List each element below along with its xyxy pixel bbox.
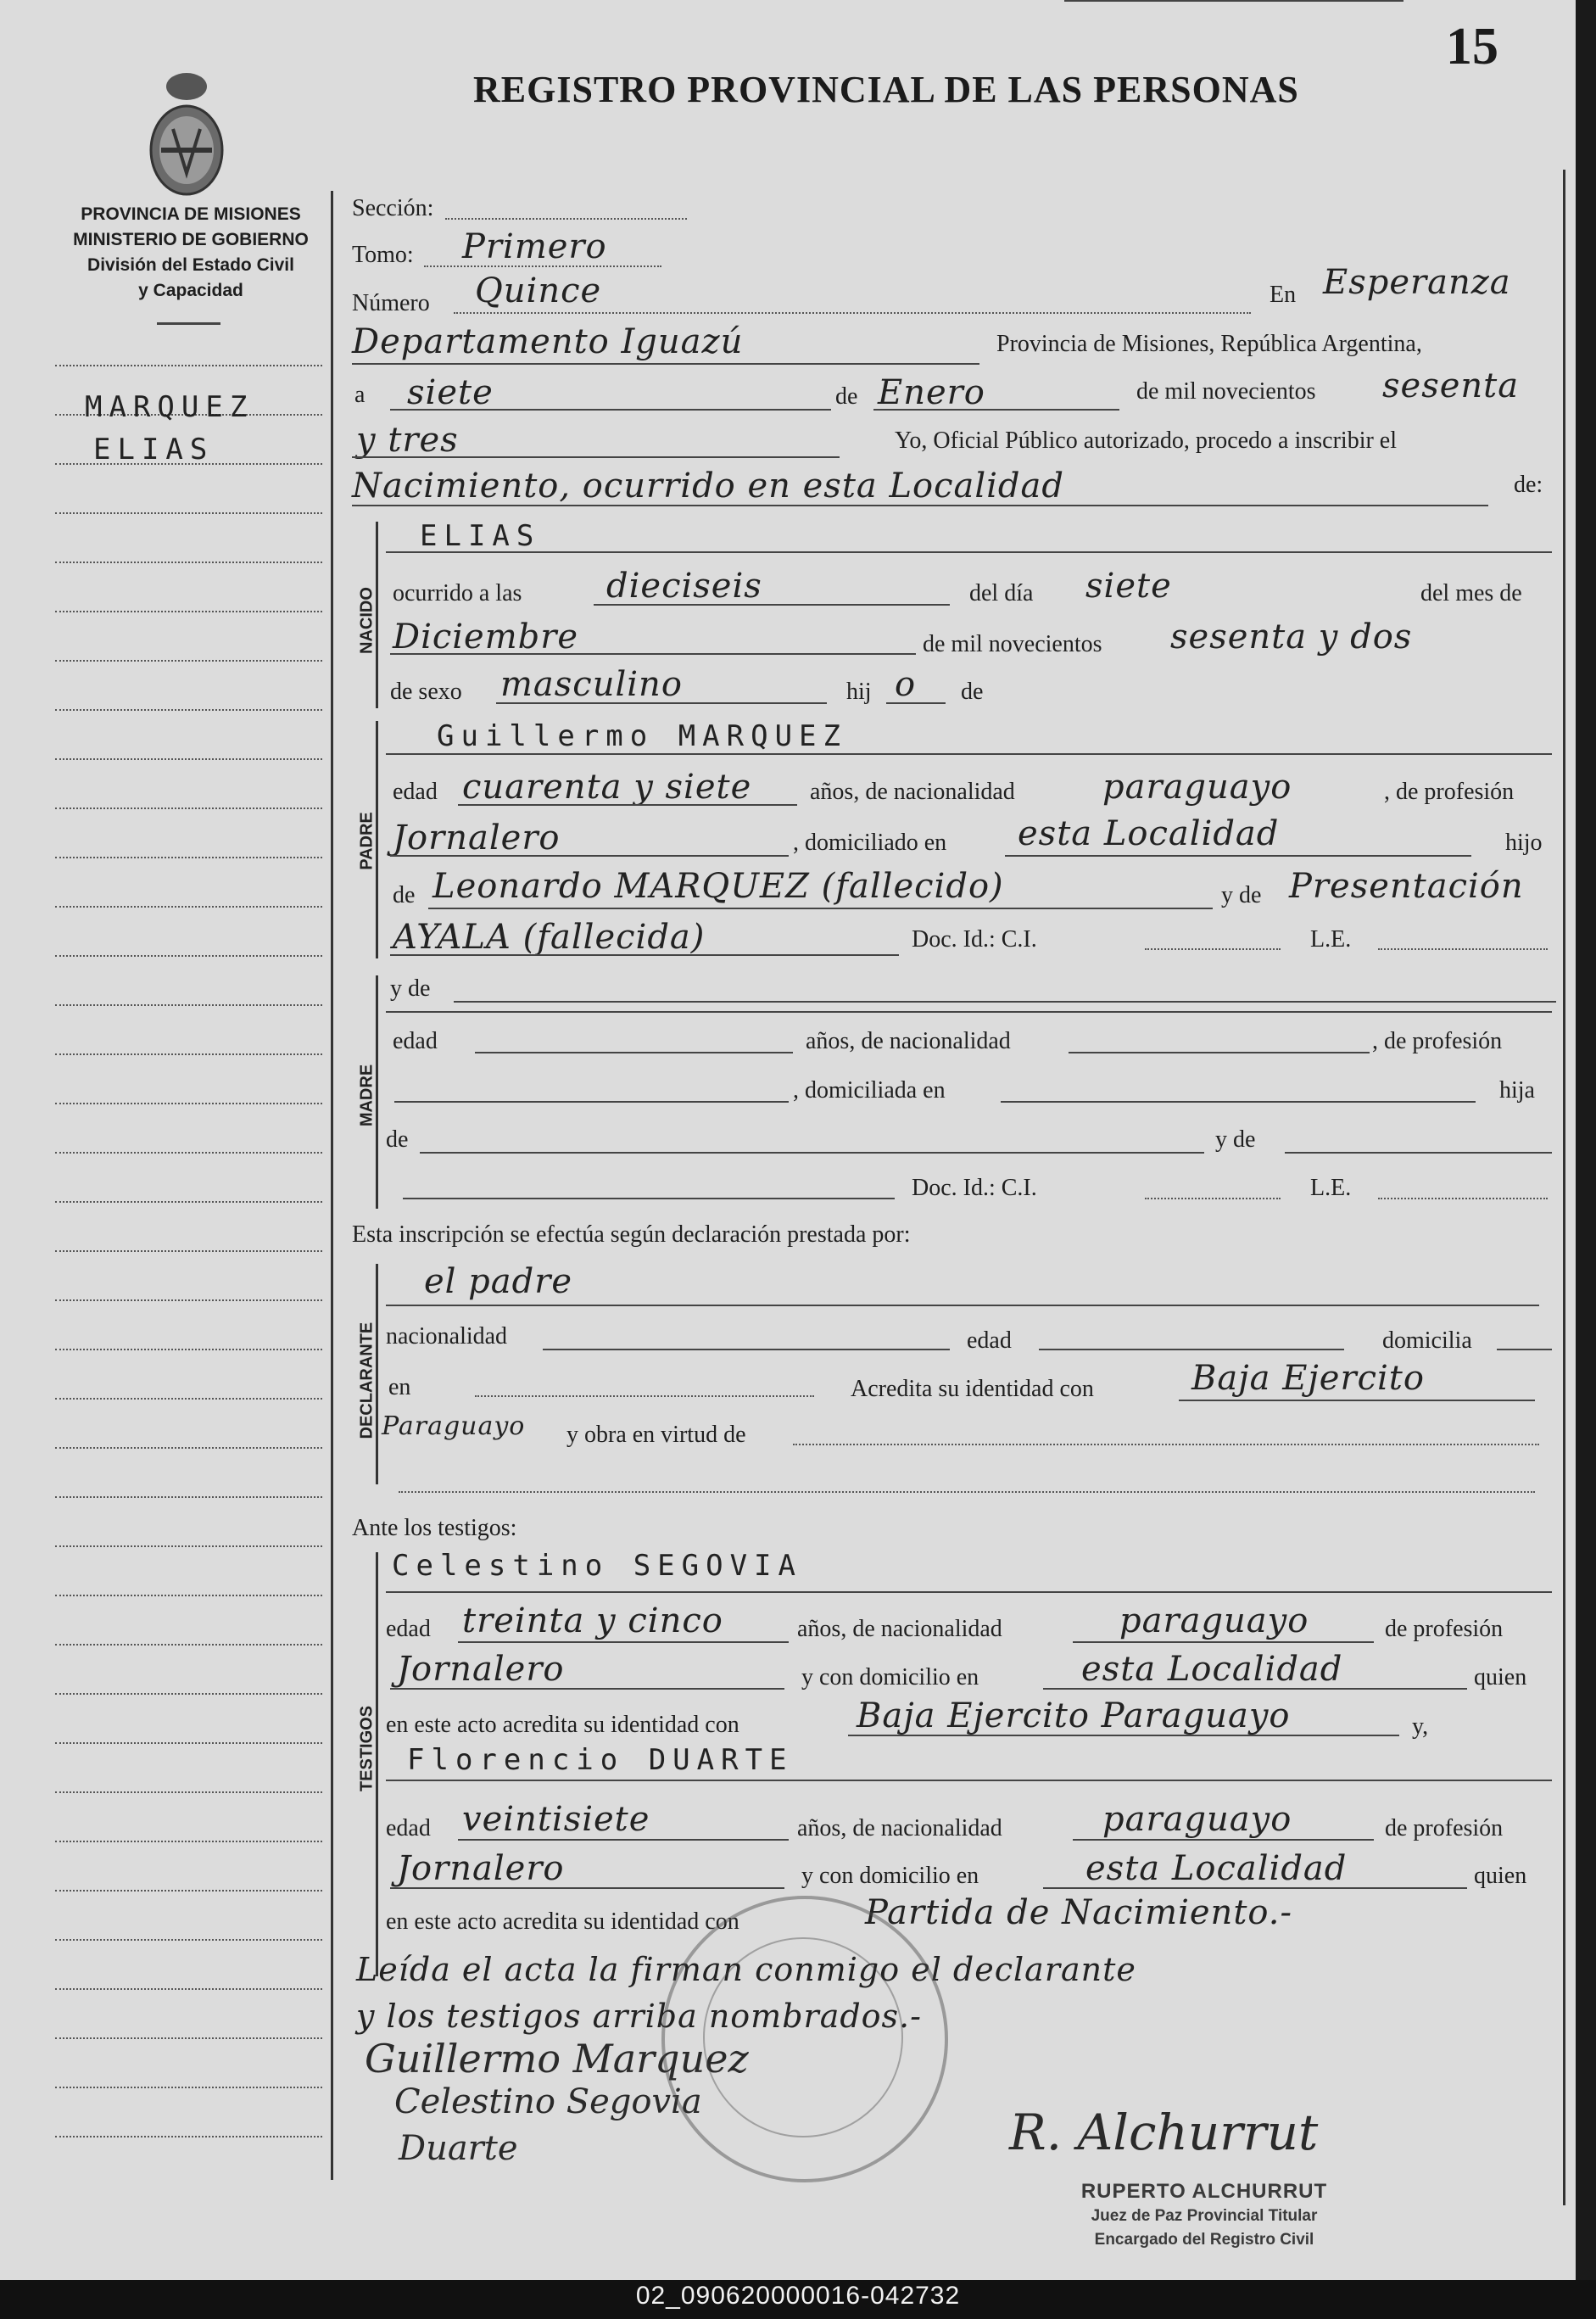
act-value: Nacimiento, ocurrido en esta Localidad [352,467,1064,506]
margin-rule [55,1398,322,1400]
declarante-en-label: en [388,1374,411,1400]
margin-rule [55,2136,322,2137]
testigo-2-acredita-label: en este acto acredita su identidad con [386,1908,739,1935]
declarante-acredita-value-1: Baja Ejercito [1191,1359,1425,1398]
image-caption: 02_090620000016-042732 [635,2282,961,2310]
madre-y-de2-label: y de [1215,1126,1256,1153]
margin-rule [55,1595,322,1596]
hijo-value: o [895,665,917,704]
madre-domiciliada-label: , domiciliada en [793,1077,946,1104]
padre-profesion-label: , de profesión [1384,779,1515,805]
margin-rule [55,1644,322,1646]
testigo-1-domicilio-label: y con domicilio en [801,1664,979,1690]
madre-de-label: de [386,1126,409,1153]
margin-rule [55,758,322,760]
margin-rule [55,512,322,514]
coat-of-arms-icon [142,70,231,197]
testigo-1-name-value: Celestino SEGOVIA [392,1549,802,1583]
issuer-line: División del Estado Civil [87,255,294,275]
testigo-2-profesion-value: Jornalero [397,1849,565,1888]
issuer-block [47,202,335,304]
madre-section-label: MADRE [357,1064,377,1127]
department-value: Departamento Iguazú [352,322,744,361]
declarante-nacionalidad-label: nacionalidad [386,1323,508,1349]
testigo-1-edad-label: edad [386,1616,431,1642]
testigo-2-anos-label: años, de nacionalidad [797,1815,1002,1841]
padre-doc-label: Doc. Id.: C.I. [912,926,1037,953]
padre-profesion-value: Jornalero [393,819,561,858]
margin-rule [55,1447,322,1449]
margin-rule [55,955,322,957]
testigo-2-edad-value: veintisiete [462,1800,650,1839]
issuer-line: y Capacidad [138,281,243,300]
testigo-2-domicilio-value: esta Localidad [1085,1849,1348,1888]
margin-rule [55,2087,322,2088]
en-label: En [1270,282,1297,308]
issuer-line: PROVINCIA DE MISIONES [81,204,301,224]
testigos-intro: Ante los testigos: [352,1515,517,1541]
stamp-role-2: Encargado del Registro Civil [1094,2231,1314,2249]
margin-rule [55,1841,322,1842]
margin-rule [55,1103,322,1104]
declarante-name-value: el padre [424,1262,573,1301]
testigo-1-nacionalidad-value: paraguayo [1119,1601,1309,1640]
margin-rule [55,611,322,612]
year-text: de mil novecientos [1136,378,1316,405]
del-dia-label: del día [969,580,1034,606]
declarante-intro: Esta inscripción se efectúa según declaración prestada por: [352,1221,911,1248]
issuer-line: MINISTERIO DE GOBIERNO [73,230,309,249]
sexo-value: masculino [500,665,683,704]
declarante-obra-label: y obra en virtud de [566,1422,746,1448]
del-mes-label: del mes de [1420,580,1522,606]
seccion-label: Sección: [352,195,434,221]
testigo-1-anos-label: años, de nacionalidad [797,1616,1002,1642]
margin-rule [55,1299,322,1301]
hijo-label: hij [846,679,872,705]
de-label: de [835,383,858,410]
padre-domiciliado-label: , domiciliado en [793,830,947,856]
margin-rule [55,1545,322,1547]
nacido-de-label: de [961,679,984,705]
madre-doc-label: Doc. Id.: C.I. [912,1175,1037,1201]
madre-edad-label: edad [393,1028,438,1054]
numero-value: Quince [475,271,602,310]
testigo-2-domicilio-label: y con domicilio en [801,1863,979,1889]
signature-testigo-1: Celestino Segovia [394,2082,702,2121]
margin-rule [55,1201,322,1203]
birth-year-value: sesenta y dos [1170,617,1413,657]
closing-line-1: Leída el acta la firman conmigo el declarante [356,1951,1136,1988]
registration-year-value-2: y tres [356,421,459,460]
birth-month-value: Diciembre [393,617,579,657]
nacido-section-label: NACIDO [357,587,377,654]
de-colon-label: de: [1514,472,1543,498]
margin-rule [55,660,322,662]
padre-anos-label: años, de nacionalidad [810,779,1015,805]
margin-rule [55,1890,322,1892]
tomo-label: Tomo: [352,242,414,268]
padre-father-value: Leonardo MARQUEZ (fallecido) [432,867,1004,906]
margin-rule [55,1053,322,1055]
padre-mother-value-1: Presentación [1289,867,1524,906]
declarante-edad-label: edad [967,1327,1012,1354]
declarante-section-label: DECLARANTE [357,1322,377,1439]
margin-surname: MARQUEZ [85,390,254,424]
margin-rule [55,2037,322,2039]
registration-month-value: Enero [878,373,985,412]
ocurrido-label: ocurrido a las [393,580,522,606]
padre-nacionalidad-value: paraguayo [1102,768,1292,807]
nacido-name-value: ELIAS [420,519,541,553]
numero-label: Número [352,290,430,316]
margin-rule [55,1152,322,1154]
ministry-seal-icon [661,1896,948,2182]
margin-rule [55,1349,322,1350]
testigo-2-profesion-label: de profesión [1385,1815,1504,1841]
en-value: Esperanza [1323,263,1511,302]
officer-text: Yo, Oficial Público autorizado, procedo a inscribir el [895,427,1398,454]
madre-hija-label: hija [1499,1077,1535,1104]
testigos-section-label: TESTIGOS [357,1705,377,1792]
stamp-role-1: Juez de Paz Provincial Titular [1091,2207,1318,2225]
margin-rule [55,1939,322,1941]
signature-declarante: Guillermo Marquez [365,2036,749,2082]
birth-year-text: de mil novecientos [923,631,1102,657]
tomo-value: Primero [462,227,607,266]
margin-rule [55,906,322,908]
testigo-1-profesion-label: de profesión [1385,1616,1504,1642]
padre-mother-value-2: AYALA (fallecida) [393,918,706,957]
declarante-acredita-label: Acredita su identidad con [851,1376,1094,1402]
madre-profesion-label: , de profesión [1372,1028,1503,1054]
province-text: Provincia de Misiones, República Argentina, [996,331,1422,357]
testigo-2-edad-label: edad [386,1815,431,1841]
margin-rule [55,857,322,858]
declarante-domicilia-label: domicilia [1382,1327,1472,1354]
margin-rule [55,1496,322,1498]
closing-line-2: y los testigos arriba nombrados.- [356,1998,922,2035]
madre-anos-label: años, de nacionalidad [806,1028,1011,1054]
testigo-1-acredita-label: en este acto acredita su identidad con [386,1712,739,1738]
birth-hour-value: dieciseis [606,567,762,606]
padre-section-label: PADRE [357,812,377,870]
testigo-1-profesion-value: Jornalero [397,1650,565,1689]
official-stamp [1022,2180,1387,2249]
padre-de-label: de [393,882,416,908]
margin-rule [55,1791,322,1793]
padre-y-de-label: y de [1221,882,1262,908]
registration-year-value-1: sesenta [1382,366,1520,405]
testigo-1-edad-value: treinta y cinco [462,1601,723,1640]
testigo-1-domicilio-value: esta Localidad [1081,1650,1343,1689]
page-number: 15 [1446,18,1498,75]
testigo-2-nacionalidad-value: paraguayo [1102,1800,1292,1839]
padre-domicilio-value: esta Localidad [1018,814,1280,853]
padre-edad-label: edad [393,779,438,805]
margin-rule [55,1004,322,1006]
margin-rule [55,1250,322,1252]
margin-rule [55,1693,322,1695]
signature-testigo-2: Duarte [399,2129,518,2168]
a-label: a [354,382,366,408]
margin-rule [55,1742,322,1744]
margin-rule [55,709,322,711]
margin-rule [55,807,322,809]
padre-name-value: Guillermo MARQUEZ [437,719,847,753]
stamp-name: RUPERTO ALCHURRUT [1080,2180,1328,2203]
registration-day-value: siete [407,373,494,412]
testigo-2-name-value: Florencio DUARTE [407,1743,794,1777]
margin-given-name: ELIAS [93,433,215,467]
margin-separator [331,191,333,2180]
testigo-1-acredita-value: Baja Ejercito Paraguayo [857,1696,1291,1735]
declarante-acredita-value-2: Paraguayo [382,1411,526,1441]
testigo-2-quien-label: quien [1474,1863,1527,1889]
padre-le-label: L.E. [1310,926,1352,953]
sexo-label: de sexo [390,679,462,705]
right-frame [1563,170,1565,2205]
document-title: REGISTRO PROVINCIAL DE LAS PERSONAS [473,69,1299,110]
birth-day-value: siete [1085,567,1172,606]
signature-official: R. Alchurrut [1009,2104,1319,2161]
testigo-1-quien-label: quien [1474,1664,1527,1690]
madre-y-de-label: y de [390,975,431,1002]
margin-rule [55,1988,322,1990]
margin-rule [55,365,322,366]
padre-edad-value: cuarenta y siete [462,768,752,807]
padre-hijo-label: hijo [1505,830,1543,856]
madre-le-label: L.E. [1310,1175,1352,1201]
testigo-2-acredita-value: Partida de Nacimiento.- [865,1893,1292,1932]
margin-rule [55,562,322,563]
testigo-1-y-label: y, [1412,1713,1429,1740]
